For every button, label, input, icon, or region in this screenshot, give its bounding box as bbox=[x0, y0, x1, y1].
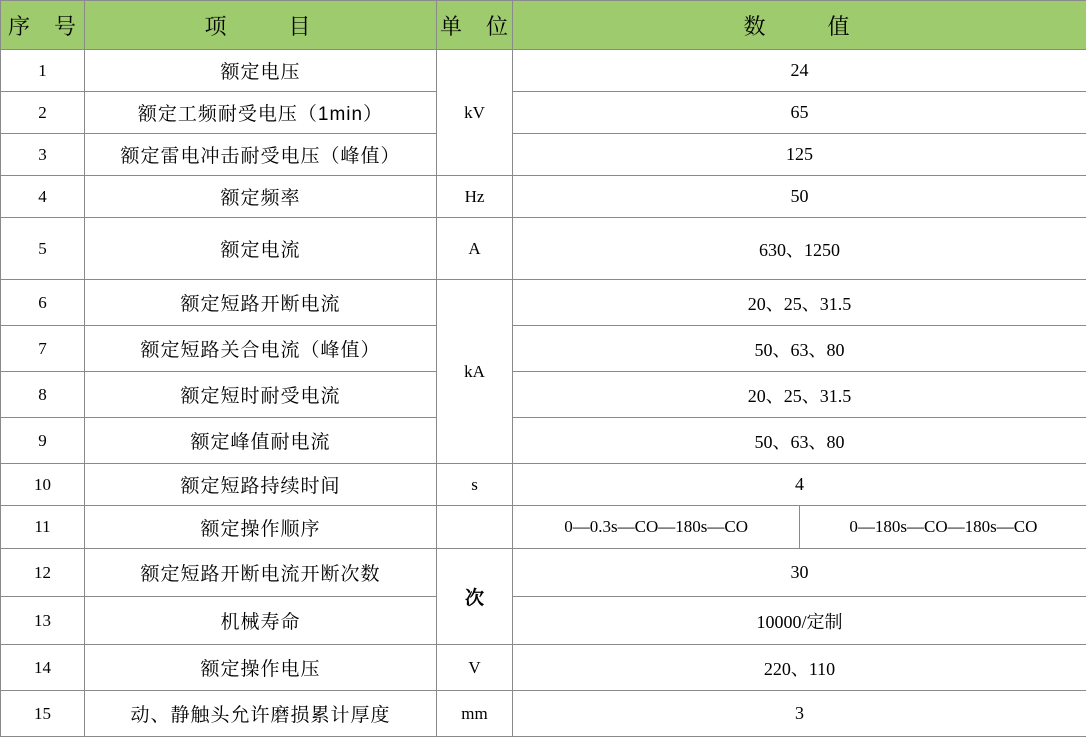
row-item: 额定操作电压 bbox=[85, 645, 437, 691]
row-unit: mm bbox=[437, 691, 513, 737]
row-no: 12 bbox=[1, 549, 85, 597]
table-row bbox=[1, 326, 1086, 372]
row-value: 50、63、80 bbox=[513, 326, 1086, 372]
row-no: 2 bbox=[1, 92, 85, 134]
row-no: 8 bbox=[1, 372, 85, 418]
row-value: 65 bbox=[513, 92, 1086, 134]
row-value-a: 0—0.3s—CO—180s—CO bbox=[513, 506, 800, 548]
table-row bbox=[1, 549, 1086, 597]
row-item: 额定短路开断电流开断次数 bbox=[85, 549, 437, 597]
row-item: 额定峰值耐电流 bbox=[85, 418, 437, 464]
row-no: 10 bbox=[1, 464, 85, 506]
table-header-row bbox=[1, 1, 1086, 50]
row-item: 额定雷电冲击耐受电压（峰值） bbox=[85, 134, 437, 176]
row-no: 15 bbox=[1, 691, 85, 737]
table-row bbox=[1, 176, 1086, 218]
row-no: 7 bbox=[1, 326, 85, 372]
row-value-b: 0—180s—CO—180s—CO bbox=[800, 506, 1086, 548]
table-row bbox=[1, 597, 1086, 645]
header-value: 数 值 bbox=[513, 1, 1086, 50]
table-row bbox=[1, 280, 1086, 326]
table-row bbox=[1, 218, 1086, 280]
row-unit bbox=[437, 506, 513, 549]
row-item: 额定短路持续时间 bbox=[85, 464, 437, 506]
row-value: 50、63、80 bbox=[513, 418, 1086, 464]
row-unit: 次 bbox=[437, 549, 513, 645]
row-item: 额定短时耐受电流 bbox=[85, 372, 437, 418]
row-no: 13 bbox=[1, 597, 85, 645]
row-unit: V bbox=[437, 645, 513, 691]
table-row bbox=[1, 691, 1086, 737]
row-item: 额定电压 bbox=[85, 50, 437, 92]
row-item: 额定频率 bbox=[85, 176, 437, 218]
row-item: 动、静触头允许磨损累计厚度 bbox=[85, 691, 437, 737]
header-no: 序 号 bbox=[1, 1, 85, 50]
row-value: 125 bbox=[513, 134, 1086, 176]
row-value: 10000/定制 bbox=[513, 597, 1086, 645]
table-row bbox=[1, 92, 1086, 134]
row-no: 14 bbox=[1, 645, 85, 691]
header-unit: 单 位 bbox=[437, 1, 513, 50]
row-no: 4 bbox=[1, 176, 85, 218]
row-value: 20、25、31.5 bbox=[513, 372, 1086, 418]
table-row bbox=[1, 464, 1086, 506]
row-unit: Hz bbox=[437, 176, 513, 218]
row-value: 30 bbox=[513, 549, 1086, 597]
row-no: 9 bbox=[1, 418, 85, 464]
table-row bbox=[1, 134, 1086, 176]
row-no: 1 bbox=[1, 50, 85, 92]
table-row bbox=[1, 645, 1086, 691]
row-value: 50 bbox=[513, 176, 1086, 218]
row-unit: kV bbox=[437, 50, 513, 176]
table-row bbox=[1, 418, 1086, 464]
row-item: 额定工频耐受电压（1min） bbox=[85, 92, 437, 134]
row-item: 额定电流 bbox=[85, 218, 437, 280]
row-item: 额定短路开断电流 bbox=[85, 280, 437, 326]
row-value: 24 bbox=[513, 50, 1086, 92]
row-no: 5 bbox=[1, 218, 85, 280]
row-value: 4 bbox=[513, 464, 1086, 506]
row-no: 11 bbox=[1, 506, 85, 549]
row-no: 6 bbox=[1, 280, 85, 326]
row-value: 20、25、31.5 bbox=[513, 280, 1086, 326]
row-no: 3 bbox=[1, 134, 85, 176]
table-row bbox=[1, 50, 1086, 92]
row-unit: A bbox=[437, 218, 513, 280]
row-unit: kA bbox=[437, 280, 513, 464]
row-unit: s bbox=[437, 464, 513, 506]
table-row bbox=[1, 506, 1086, 549]
row-item: 额定操作顺序 bbox=[85, 506, 437, 549]
row-item: 额定短路关合电流（峰值） bbox=[85, 326, 437, 372]
table-row bbox=[1, 372, 1086, 418]
header-item: 项 目 bbox=[85, 1, 437, 50]
row-value-split bbox=[513, 506, 1086, 549]
row-value: 220、110 bbox=[513, 645, 1086, 691]
row-value: 630、1250 bbox=[513, 218, 1086, 280]
row-value: 3 bbox=[513, 691, 1086, 737]
row-item: 机械寿命 bbox=[85, 597, 437, 645]
